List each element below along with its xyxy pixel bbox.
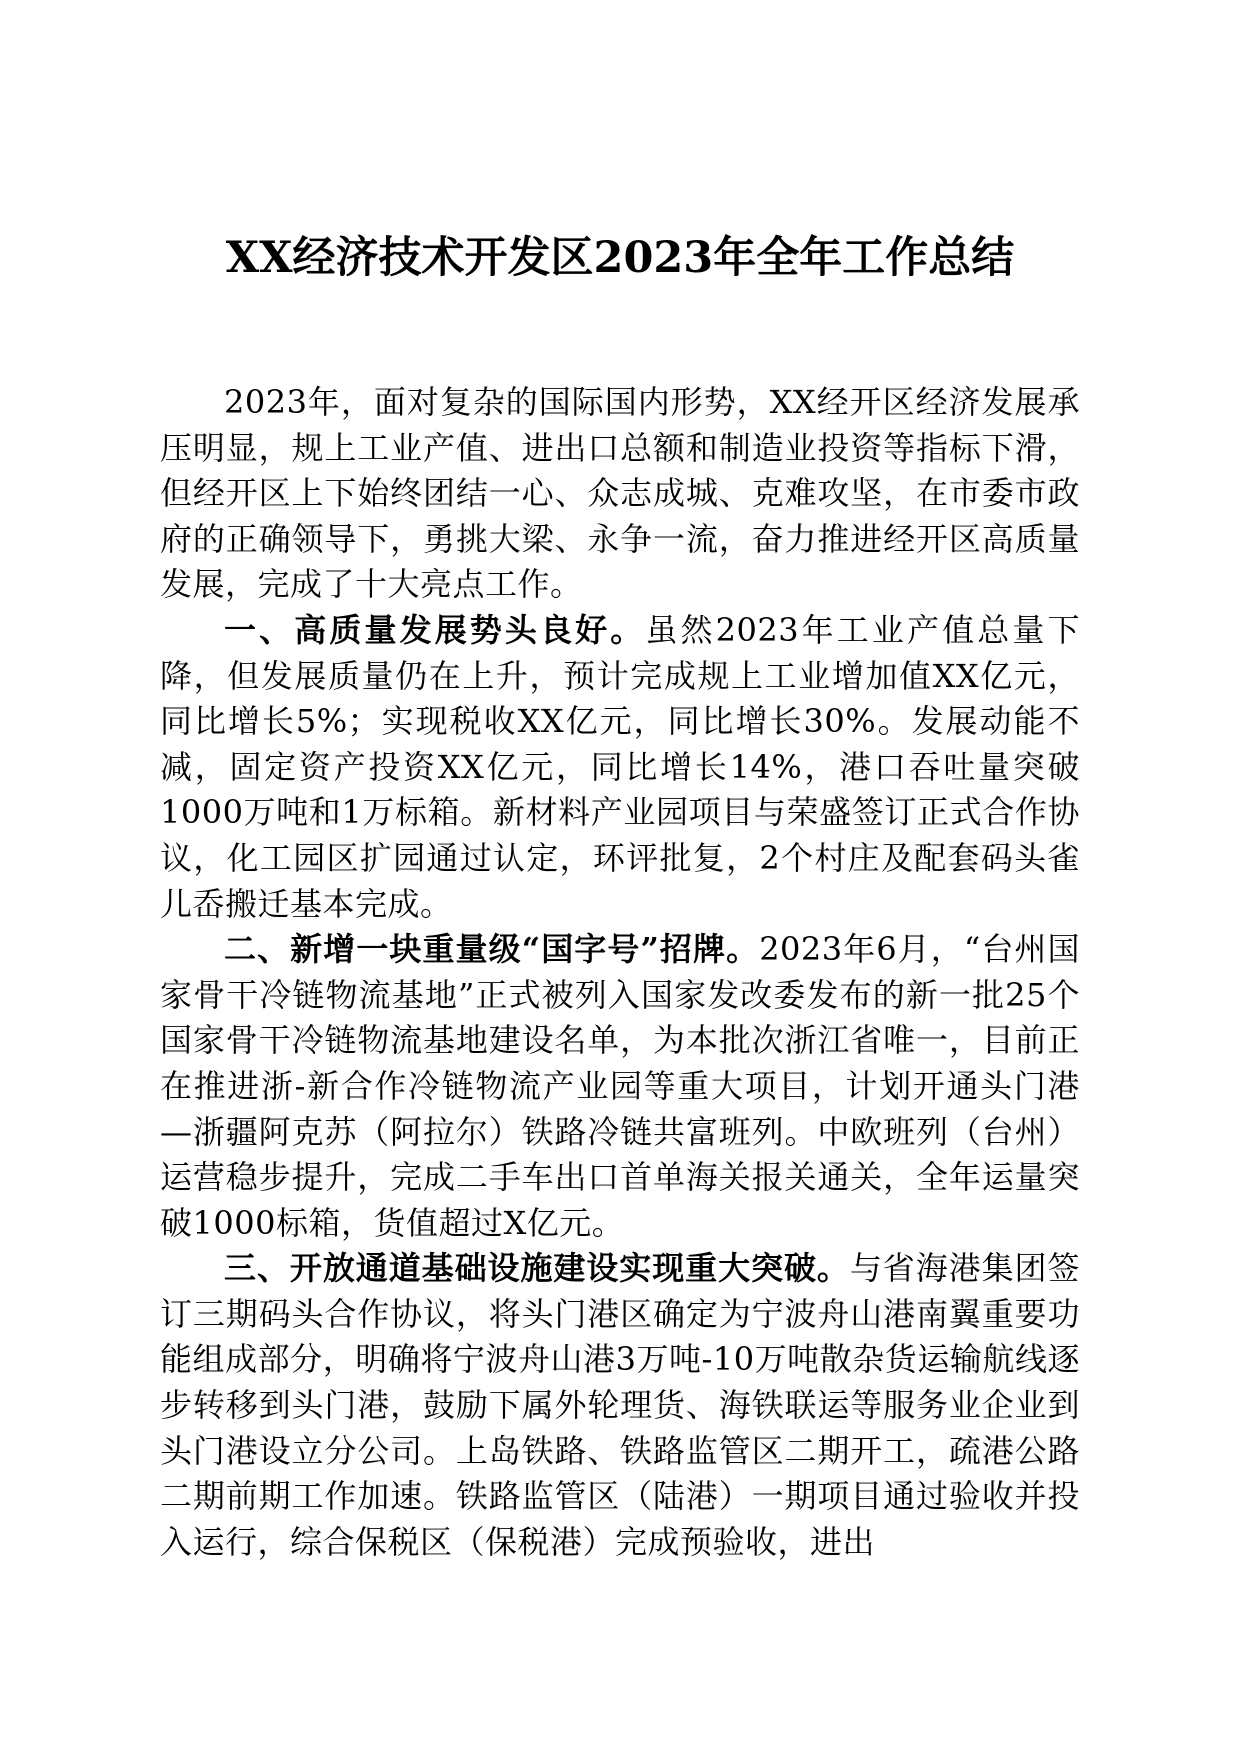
section-heading: 三、开放通道基础设施建设实现重大突破。: [224, 1249, 850, 1288]
paragraph-text: 2023年6月，“台州国家骨干冷链物流基地”正式被列入国家发改委发布的新一批25个国家骨干冷链物流基地建设名单，为本批次浙江省唯一，目前正在推进浙-新合作冷链物流产业园等重大项目，计划开通头门港—浙疆阿克苏（阿拉尔）铁路冷链共富班列。中欧班列（台州）运营稳步提升，完成二手车出口首单海关报关通关，全年运量突破1000标箱，货值超过X亿元。: [160, 930, 1080, 1242]
paragraph-intro: [160, 380, 1080, 608]
paragraph-section-2: [160, 927, 1080, 1246]
paragraph-text: 与省海港集团签订三期码头合作协议，将头门港区确定为宁波舟山港南翼重要功能组成部分，明确将宁波舟山港3万吨-10万吨散杂货运输航线逐步转移到头门港，鼓励下属外轮理货、海铁联运等服务业企业到头门港设立分公司。上岛铁路、铁路监管区二期开工，疏港公路二期前期工作加速。铁路监管区（陆港）一期项目通过验收并投入运行，综合保税区（保税港）完成预验收，进出: [160, 1249, 1080, 1561]
document-title: XX经济技术开发区2023年全年工作总结: [225, 233, 1015, 283]
paragraph-text: 虽然2023年工业产值总量下降，但发展质量仍在上升，预计完成规上工业增加值XX亿元，同比增长5%；实现税收XX亿元，同比增长30%。发展动能不减，固定资产投资XX亿元，同比增长14%，港口吞吐量突破1000万吨和1万标箱。新材料产业园项目与荣盛签订正式合作协议，化工园区扩园通过认定，环评批复，2个村庄及配套码头雀儿岙搬迁基本完成。: [160, 610, 1080, 923]
paragraph-section-3: [160, 1246, 1080, 1565]
document-body: [160, 380, 1080, 1565]
section-heading: 二、新增一块重量级“国字号”招牌。: [224, 930, 760, 969]
paragraph-section-1: [160, 608, 1080, 927]
paragraph-text: 2023年，面对复杂的国际国内形势，XX经开区经济发展承压明显，规上工业产值、进出口总额和制造业投资等指标下滑，但经开区上下始终团结一心、众志成城、克难攻坚，在市委市政府的正确领导下，勇挑大梁、永争一流，奋力推进经开区高质量发展，完成了十大亮点工作。: [160, 383, 1080, 604]
section-heading: 一、高质量发展势头良好。: [224, 610, 646, 649]
